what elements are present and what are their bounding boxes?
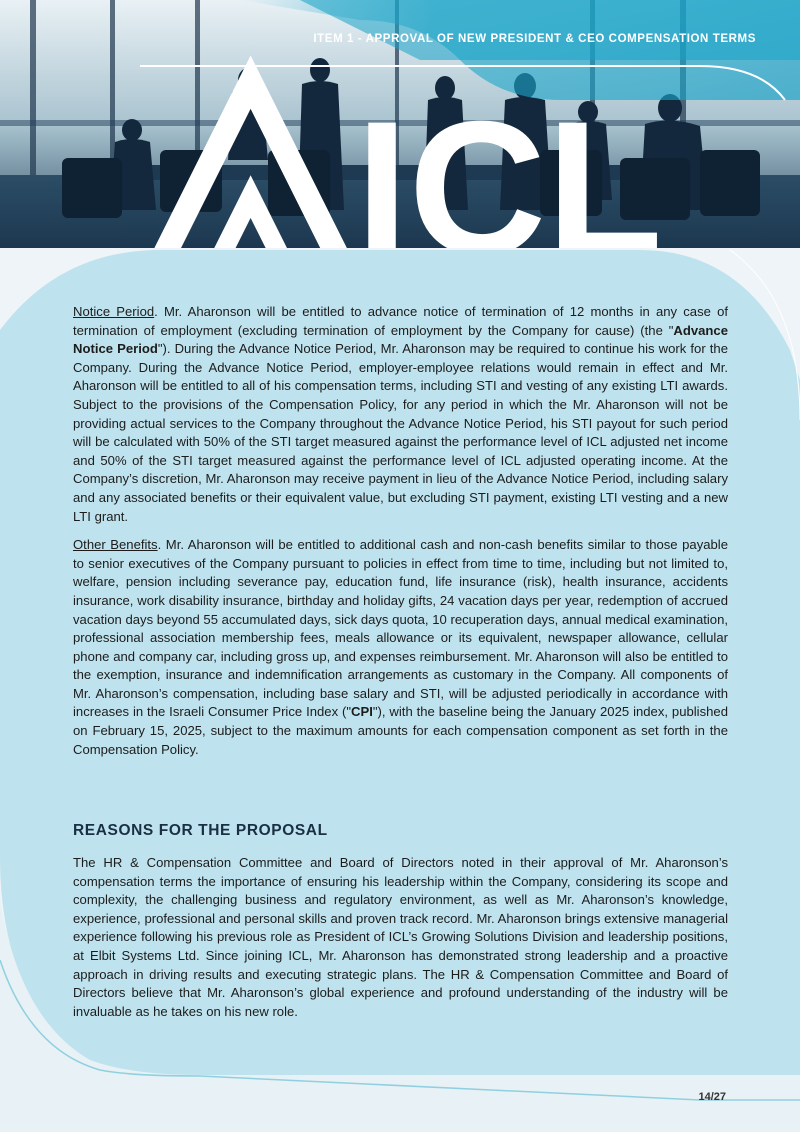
other-benefits-heading: Other Benefits xyxy=(73,537,158,553)
notice-defined-term: Advance Notice Period xyxy=(73,322,728,357)
reasons-paragraph: The HR & Compensation Committee and Board of Directors noted in their approval of Mr. Aharonson’s compensation terms the importance of ensuring his leadership within the Company, considering its scope and complexity, the challenging business and regulatory environment, as well as Mr. Aharonson’s knowledge, experience, professional and personal skills and proven track record. Mr. Aharonson brings extensive managerial experience following his previous role as President of ICL’s Growing Solutions Division and leadership positions, at Elbit Systems Ltd. Since joining ICL, Mr. Aharonson has demonstrated strong leadership and a proactive approach in driving results and executing strategic plans. The HR & Compensation Committee and Board of Directors believe that Mr. Aharonson’s global experience and profound understanding of the industry will be invaluable as he takes on his new role. xyxy=(73,855,728,1019)
notice-text-1: . Mr. Aharonson will be entitled to advance notice of termination of 12 months in any case of termination of employment (excluding termination of employment by the Company for cause) (the " xyxy=(73,304,728,338)
reasons-section-title: REASONS FOR THE PROPOSAL xyxy=(73,822,328,839)
other-text-1: . Mr. Aharonson will be entitled to additional cash and non-cash benefits similar to those payable to senior executives of the Company pursuant to policies in effect from time to time, including but not limited to, welfare, pension including severance pay, education fund, life insurance (risk), health insurance, accidents insurance, work disability insurance, birthday and holiday gifts, 24 vacation days per year, redemption of accrued vacation days beyond 55 accumulated days, sick days quota, 10 recuperation days, annual medical examination, professional association membership fees, meals allowance or its equivalent, newspaper allowance, cellular phone and company car, including gross up, and expenses reimbursement. Mr. Aharonson will also be entitled to the exemption, insurance and indemnification arrangements as customary in the Company. All components of Mr. Aharonson’s compensation, including base salary and STI, will be adjusted periodically in accordance with increases in the Israeli Consumer Price Index (" xyxy=(73,537,728,720)
header-banner xyxy=(0,0,800,248)
cpi-defined-term: CPI xyxy=(351,704,373,720)
other-benefits-paragraph xyxy=(73,536,728,759)
notice-period-paragraph xyxy=(73,303,728,526)
icl-logo xyxy=(70,44,663,248)
notice-text-2: "). During the Advance Notice Period, Mr. Aharonson may be required to continue his work for the Company. During the Advance Notice Period, employer-employee relations would remain in effect and Mr. Aharonson will be entitled to all of his compensation terms, including STI and vesting of any existing LTI awards. Subject to the provisions of the Compensation Policy, for any period in which the Mr. Aharonson will not be providing actual services to the Company throughout the Advance Notice Period, his STI payout for such period will be calculated with 50% of the STI target measured against the performance level of ICL adjusted net income and 50% of the STI target measured against the performance level of ICL adjusted operating income. At the Company’s discretion, Mr. Aharonson may receive payment in lieu of the Advance Notice Period, including salary and any associated benefits or their equivalent value, but excluding STI payment, existing LTI vesting and a new LTI grant. xyxy=(73,341,728,524)
document-header-title: ITEM 1 - APPROVAL OF NEW PRESIDENT & CEO COMPENSATION TERMS xyxy=(313,33,756,45)
logo-text: ICL xyxy=(355,81,663,248)
main-content xyxy=(73,303,728,769)
other-text-2: "), with the baseline being the January 2025 index, published on February 15, 2025, subject to the maximum amounts for each compensation component as set forth in the Compensation Policy. xyxy=(73,704,728,757)
notice-period-heading: Notice Period xyxy=(73,304,155,319)
logo-mark-icon xyxy=(70,44,800,248)
page-number: 14/27 xyxy=(698,1091,726,1103)
